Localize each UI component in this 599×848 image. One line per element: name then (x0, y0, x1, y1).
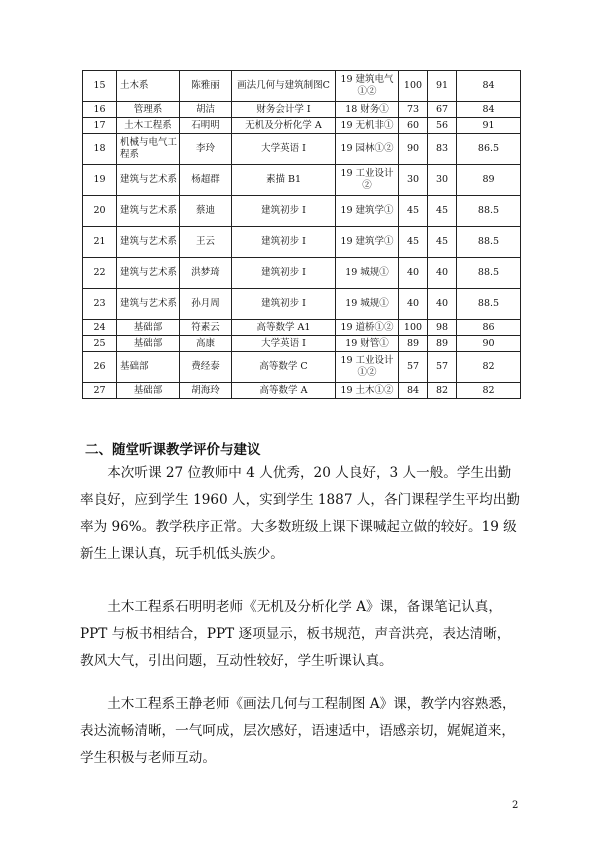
students-present-cell: 89 (428, 336, 457, 352)
department-cell: 建筑与艺术系 (117, 227, 180, 258)
teacher-cell: 李玲 (180, 134, 232, 165)
score-cell: 88.5 (457, 258, 521, 289)
course-cell: 财务会计学 I (232, 102, 336, 118)
teacher-cell: 杨超群 (180, 165, 232, 196)
teacher-cell: 高康 (180, 336, 232, 352)
students-due-cell: 40 (399, 258, 428, 289)
students-due-cell: 90 (399, 134, 428, 165)
teacher-cell: 石明明 (180, 118, 232, 134)
course-cell: 无机及分析化学 A (232, 118, 336, 134)
row-number-cell: 22 (83, 258, 117, 289)
score-cell: 82 (457, 352, 521, 383)
row-number-cell: 20 (83, 196, 117, 227)
students-due-cell: 45 (399, 196, 428, 227)
score-cell: 91 (457, 118, 521, 134)
course-cell: 建筑初步 I (232, 196, 336, 227)
department-cell: 基础部 (117, 320, 180, 336)
department-cell: 建筑与艺术系 (117, 165, 180, 196)
class-cell: 19 建筑电气①② (336, 71, 399, 102)
score-cell: 84 (457, 102, 521, 118)
row-number-cell: 23 (83, 289, 117, 320)
students-due-cell: 57 (399, 352, 428, 383)
students-due-cell: 45 (399, 227, 428, 258)
students-due-cell: 60 (399, 118, 428, 134)
department-cell: 基础部 (117, 336, 180, 352)
class-cell: 19 财管① (336, 336, 399, 352)
score-cell: 86 (457, 320, 521, 336)
students-due-cell: 40 (399, 289, 428, 320)
course-cell: 素描 B1 (232, 165, 336, 196)
department-cell: 建筑与艺术系 (117, 196, 180, 227)
row-number-cell: 27 (83, 383, 117, 399)
students-present-cell: 45 (428, 196, 457, 227)
course-table-container (82, 70, 520, 399)
score-cell: 88.5 (457, 196, 521, 227)
course-cell: 大学英语 I (232, 134, 336, 165)
department-cell: 机械与电气工程系 (117, 134, 180, 165)
table-row (83, 383, 521, 399)
students-due-cell: 100 (399, 71, 428, 102)
row-number-cell: 15 (83, 71, 117, 102)
row-number-cell: 21 (83, 227, 117, 258)
students-present-cell: 98 (428, 320, 457, 336)
score-cell: 86.5 (457, 134, 521, 165)
class-cell: 19 无机非① (336, 118, 399, 134)
table-row (83, 71, 521, 102)
department-cell: 管理系 (117, 102, 180, 118)
score-cell: 88.5 (457, 227, 521, 258)
score-cell: 88.5 (457, 289, 521, 320)
class-cell: 19 道桥①② (336, 320, 399, 336)
table-row (83, 336, 521, 352)
score-cell: 90 (457, 336, 521, 352)
page-number: 2 (512, 800, 519, 811)
course-cell: 建筑初步 I (232, 289, 336, 320)
row-number-cell: 26 (83, 352, 117, 383)
table-row (83, 289, 521, 320)
score-cell: 89 (457, 165, 521, 196)
class-cell: 18 财务① (336, 102, 399, 118)
teacher-cell: 胡洁 (180, 102, 232, 118)
teacher-cell: 王云 (180, 227, 232, 258)
department-cell: 基础部 (117, 352, 180, 383)
course-cell: 高等数学 C (232, 352, 336, 383)
department-cell: 基础部 (117, 383, 180, 399)
table-row (83, 118, 521, 134)
teacher-cell: 费经泰 (180, 352, 232, 383)
teacher-cell: 符素云 (180, 320, 232, 336)
table-row (83, 196, 521, 227)
section-heading: 二、随堂听课教学评价与建议 (85, 442, 261, 458)
course-cell: 大学英语 I (232, 336, 336, 352)
table-row (83, 134, 521, 165)
course-cell: 高等数学 A1 (232, 320, 336, 336)
teacher-cell: 孙月周 (180, 289, 232, 320)
score-cell: 82 (457, 383, 521, 399)
course-cell: 建筑初步 I (232, 227, 336, 258)
row-number-cell: 17 (83, 118, 117, 134)
table-row (83, 165, 521, 196)
row-number-cell: 24 (83, 320, 117, 336)
students-due-cell: 73 (399, 102, 428, 118)
students-present-cell: 91 (428, 71, 457, 102)
paragraph-shi-mingming: 土木工程系石明明老师《无机及分析化学 A》课，备课笔记认真，PPT 与板书相结合，PPT 逐项显示，板书规范，声音洪亮，表达清晰，教风大气，引出问题，互动性较好，学生听课认真。 (80, 599, 511, 669)
students-due-cell: 30 (399, 165, 428, 196)
class-cell: 19 工业设计② (336, 165, 399, 196)
row-number-cell: 16 (83, 102, 117, 118)
department-cell: 建筑与艺术系 (117, 258, 180, 289)
students-due-cell: 89 (399, 336, 428, 352)
students-present-cell: 40 (428, 289, 457, 320)
students-present-cell: 30 (428, 165, 457, 196)
paragraph-wang-jing: 土木工程系王静老师《画法几何与工程制图 A》课，教学内容熟悉，表达流畅清晰，一气呵成，层次感好，语速适中，语感亲切，娓娓道来，学生积极与老师互动。 (80, 696, 516, 766)
teacher-cell: 蔡迪 (180, 196, 232, 227)
paragraph-summary: 本次听课 27 位教师中 4 人优秀，20 人良好，3 人一般。学生出勤率良好，应到学生 1960 人，实到学生 1887 人，各门课程学生平均出勤率为 96%。教学秩序正常。大多数班级上课下课喊起立做的较好。19 级新生上课认真，玩手机低头族少。 (80, 465, 520, 562)
class-cell: 19 建筑学① (336, 196, 399, 227)
students-present-cell: 82 (428, 383, 457, 399)
class-cell: 19 园林①② (336, 134, 399, 165)
row-number-cell: 25 (83, 336, 117, 352)
course-cell: 建筑初步 I (232, 258, 336, 289)
row-number-cell: 19 (83, 165, 117, 196)
row-number-cell: 18 (83, 134, 117, 165)
teacher-cell: 陈雅丽 (180, 71, 232, 102)
students-present-cell: 67 (428, 102, 457, 118)
teacher-cell: 洪梦琦 (180, 258, 232, 289)
course-cell: 画法几何与建筑制图C (232, 71, 336, 102)
table-body (83, 71, 521, 399)
students-due-cell: 100 (399, 320, 428, 336)
students-present-cell: 83 (428, 134, 457, 165)
students-present-cell: 45 (428, 227, 457, 258)
department-cell: 土木系 (117, 71, 180, 102)
class-cell: 19 土木①② (336, 383, 399, 399)
teacher-cell: 胡海玲 (180, 383, 232, 399)
table-row (83, 352, 521, 383)
students-due-cell: 84 (399, 383, 428, 399)
course-cell: 高等数学 A (232, 383, 336, 399)
table-row (83, 320, 521, 336)
score-cell: 84 (457, 71, 521, 102)
department-cell: 土木工程系 (117, 118, 180, 134)
students-present-cell: 57 (428, 352, 457, 383)
students-present-cell: 40 (428, 258, 457, 289)
class-cell: 19 工业设计①② (336, 352, 399, 383)
class-cell: 19 建筑学① (336, 227, 399, 258)
table-row (83, 102, 521, 118)
class-cell: 19 城规① (336, 258, 399, 289)
table-row (83, 227, 521, 258)
department-cell: 建筑与艺术系 (117, 289, 180, 320)
table-row (83, 258, 521, 289)
students-present-cell: 56 (428, 118, 457, 134)
course-observation-table (82, 70, 521, 399)
class-cell: 19 城规① (336, 289, 399, 320)
